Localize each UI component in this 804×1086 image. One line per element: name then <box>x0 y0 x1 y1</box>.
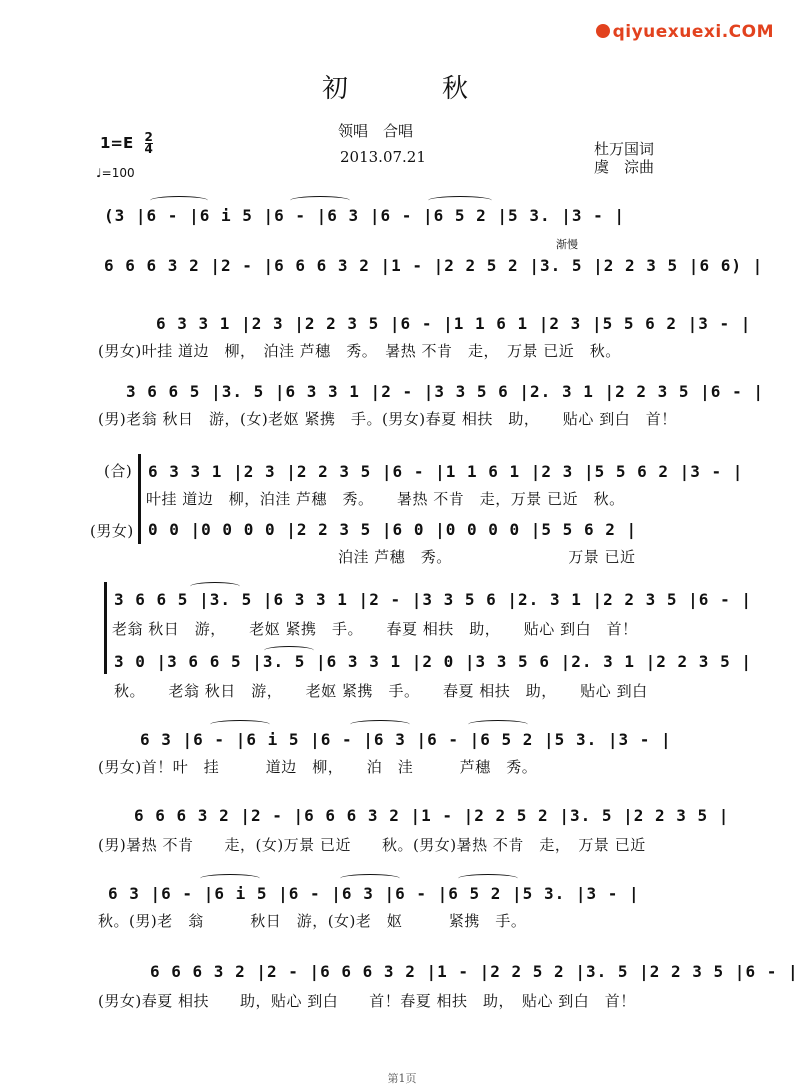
notation-row-8: 3 0 |3 6 6 5 |3. 5 |6 3 3 1 |2 0 |3 3 5 6 |2. 3 1 |2 2 3 5 | <box>114 652 752 671</box>
composer-credit: 虞 淙曲 <box>594 158 655 176</box>
notation-row-6: 0 0 |0 0 0 0 |2 2 3 5 |6 0 |0 0 0 0 |5 5 6 2 | <box>148 520 638 539</box>
page-title: 初 秋 <box>321 74 482 104</box>
lyrics-row-4: (男)老翁 秋日 游，(女)老妪 紧携 手。(男女)春夏 相扶 助， 贴心 到白 首！ <box>98 410 677 428</box>
tempo-mark: ♩=100 <box>96 166 135 180</box>
notation-row-4: 3 6 6 5 |3. 5 |6 3 3 1 |2 - |3 3 5 6 |2. 3 1 |2 2 3 5 |6 - | <box>126 382 764 401</box>
music-note-icon <box>596 24 610 38</box>
notation-row-12: 6 6 6 3 2 |2 - |6 6 6 3 2 |1 - |2 2 5 2 |3. 5 |2 2 3 5 |6 - | <box>150 962 799 981</box>
lyrics-row-6: 泊洼 芦穗 秀。 万景 已近 <box>338 548 636 566</box>
page-number: 第1页 <box>387 1072 417 1085</box>
part-label-men-women: (男女) <box>90 522 134 540</box>
lyrics-row-7: 老翁 秋日 游， 老妪 紧携 手。 春夏 相扶 助， 贴心 到白 首！ <box>112 620 638 638</box>
notation-row-11: 6 3 |6 - |6 i 5 |6 - |6 3 |6 - |6 5 2 |5 3. |3 - | <box>108 884 640 903</box>
notation-row-9: 6 3 |6 - |6 i 5 |6 - |6 3 |6 - |6 5 2 |5 3. |3 - | <box>140 730 672 749</box>
notation-row-2: 6 6 6 3 2 |2 - |6 6 6 3 2 |1 - |2 2 5 2 |3. 5 |2 2 3 5 |6 6) | <box>104 256 764 275</box>
lyrics-row-11: 秋。(男)老 翁 秋日 游，(女)老 妪 紧携 手。 <box>98 912 527 930</box>
date: 2013.07.21 <box>340 148 426 166</box>
part-label-chorus: (合) <box>104 462 133 480</box>
lyrics-row-5: 叶挂 道边 柳，泊洼 芦穗 秀。 暑热 不肯 走，万景 已近 秋。 <box>146 490 625 508</box>
notation-row-7: 3 6 6 5 |3. 5 |6 3 3 1 |2 - |3 3 5 6 |2. 3 1 |2 2 3 5 |6 - | <box>114 590 752 609</box>
tempo-change-mark: 渐慢 <box>556 238 578 251</box>
system-bracket <box>138 454 141 544</box>
lyrics-row-8: 秋。 老翁 秋日 游， 老妪 紧携 手。 春夏 相扶 助， 贴心 到白 <box>114 682 648 700</box>
time-signature: $\frac{2}{4}$ <box>144 130 153 156</box>
lyrics-row-9: (男女)首！叶 挂 道边 柳， 泊 洼 芦穗 秀。 <box>98 758 538 776</box>
system-bracket-2 <box>104 582 107 674</box>
watermark: qiyuexuexi.COM <box>596 22 774 42</box>
lyrics-row-12: (男女)春夏 相扶 助，贴心 到白 首！春夏 相扶 助， 贴心 到白 首！ <box>98 992 636 1010</box>
notation-row-10: 6 6 6 3 2 |2 - |6 6 6 3 2 |1 - |2 2 5 2 |3. 5 |2 2 3 5 | <box>134 806 730 825</box>
notation-row-3: 6 3 3 1 |2 3 |2 2 3 5 |6 - |1 1 6 1 |2 3 |5 5 6 2 |3 - | <box>156 314 752 333</box>
lyricist-credit: 杜万国词 <box>594 140 655 158</box>
lyrics-row-10: (男)暑热 不肯 走，(女)万景 已近 秋。(男女)暑热 不肯 走， 万景 已近 <box>98 836 646 854</box>
subtitle: 领唱 合唱 <box>338 122 414 140</box>
notation-row-5: 6 3 3 1 |2 3 |2 2 3 5 |6 - |1 1 6 1 |2 3 |5 5 6 2 |3 - | <box>148 462 744 481</box>
lyrics-row-3: (男女)叶挂 道边 柳， 泊洼 芦穗 秀。 暑热 不肯 走， 万景 已近 秋。 <box>98 342 621 360</box>
key-signature: 1=E $\frac{2}{4}$ <box>100 130 153 156</box>
notation-row-1: (3 |6 - |6 i 5 |6 - |6 3 |6 - |6 5 2 |5 3. |3 - | <box>104 206 626 225</box>
